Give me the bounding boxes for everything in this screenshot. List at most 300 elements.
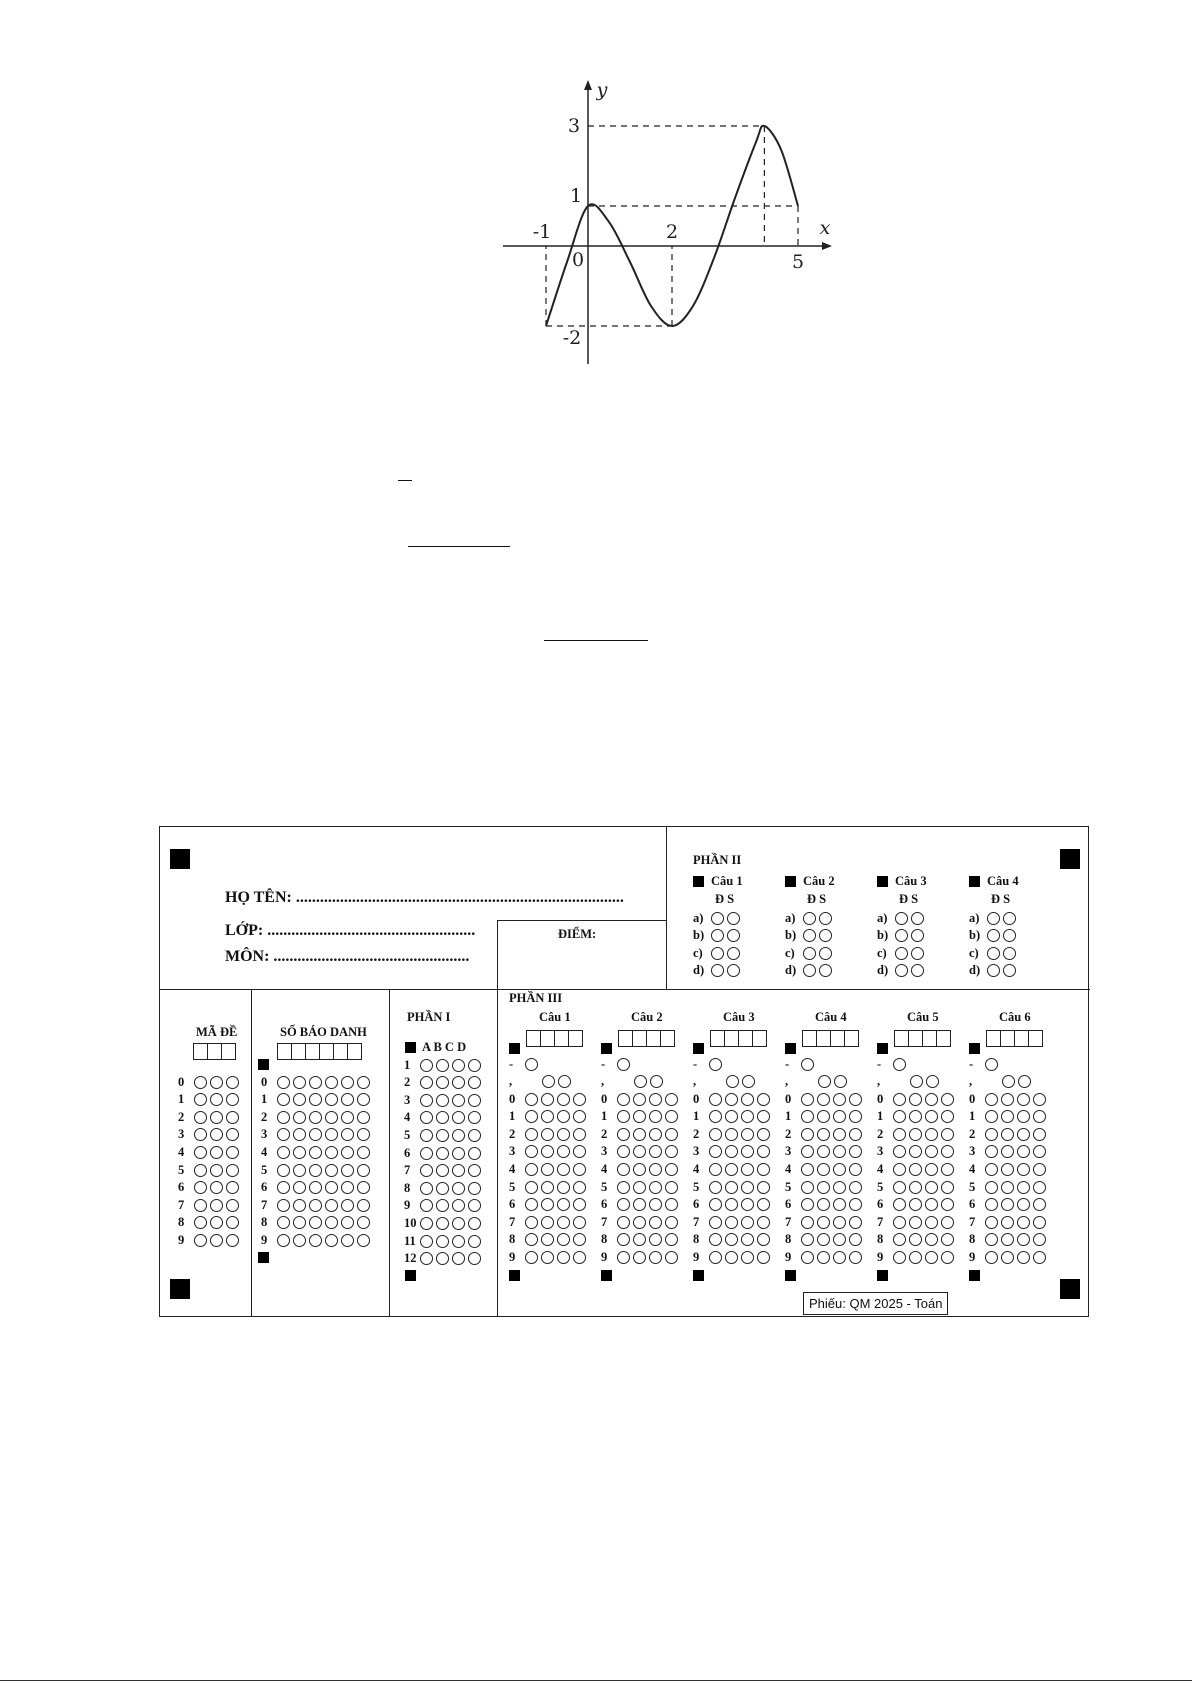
- answer-bubble[interactable]: [909, 1181, 922, 1194]
- answer-bubble[interactable]: [649, 1145, 662, 1158]
- answer-bubble[interactable]: [1017, 1251, 1030, 1264]
- answer-bubble[interactable]: [665, 1128, 678, 1141]
- digit-box[interactable]: [291, 1043, 306, 1060]
- digit-box[interactable]: [738, 1030, 753, 1047]
- answer-bubble[interactable]: [909, 1251, 922, 1264]
- answer-bubble[interactable]: [420, 1129, 433, 1142]
- answer-bubble[interactable]: [895, 912, 908, 925]
- ma-de-boxes[interactable]: [193, 1043, 235, 1060]
- answer-bubble[interactable]: [309, 1093, 322, 1106]
- name-field[interactable]: HỌ TÊN: ..................................................................................: [225, 889, 624, 906]
- answer-bubble[interactable]: [226, 1076, 239, 1089]
- answer-bubble[interactable]: [925, 1110, 938, 1123]
- answer-bubble[interactable]: [194, 1199, 207, 1212]
- answer-bubble[interactable]: [803, 912, 816, 925]
- answer-bubble[interactable]: [633, 1181, 646, 1194]
- answer-bubble[interactable]: [665, 1233, 678, 1246]
- answer-bubble[interactable]: [573, 1233, 586, 1246]
- answer-bubble[interactable]: [801, 1128, 814, 1141]
- answer-bubble[interactable]: [925, 1251, 938, 1264]
- answer-bubble[interactable]: [665, 1198, 678, 1211]
- answer-bubble[interactable]: [893, 1110, 906, 1123]
- answer-bubble[interactable]: [849, 1093, 862, 1106]
- answer-bubble[interactable]: [941, 1181, 954, 1194]
- answer-bubble[interactable]: [1001, 1233, 1014, 1246]
- answer-bubble[interactable]: [293, 1146, 306, 1159]
- answer-bubble[interactable]: [194, 1093, 207, 1106]
- answer-bubble[interactable]: [817, 1216, 830, 1229]
- answer-bubble[interactable]: [893, 1058, 906, 1071]
- answer-bubble[interactable]: [468, 1182, 481, 1195]
- part3-answer-boxes[interactable]: [894, 1030, 950, 1047]
- digit-box[interactable]: [333, 1043, 348, 1060]
- answer-bubble[interactable]: [741, 1110, 754, 1123]
- answer-bubble[interactable]: [741, 1145, 754, 1158]
- answer-bubble[interactable]: [757, 1181, 770, 1194]
- answer-bubble[interactable]: [573, 1093, 586, 1106]
- answer-bubble[interactable]: [893, 1128, 906, 1141]
- answer-bubble[interactable]: [541, 1163, 554, 1176]
- answer-bubble[interactable]: [617, 1058, 630, 1071]
- answer-bubble[interactable]: [194, 1128, 207, 1141]
- answer-bubble[interactable]: [926, 1075, 939, 1088]
- answer-bubble[interactable]: [1018, 1075, 1031, 1088]
- answer-bubble[interactable]: [309, 1199, 322, 1212]
- digit-box[interactable]: [936, 1030, 951, 1047]
- answer-bubble[interactable]: [525, 1110, 538, 1123]
- part3-answer-boxes[interactable]: [618, 1030, 674, 1047]
- answer-bubble[interactable]: [420, 1252, 433, 1265]
- answer-bubble[interactable]: [541, 1181, 554, 1194]
- answer-bubble[interactable]: [833, 1233, 846, 1246]
- answer-bubble[interactable]: [357, 1164, 370, 1177]
- answer-bubble[interactable]: [665, 1163, 678, 1176]
- answer-bubble[interactable]: [665, 1093, 678, 1106]
- digit-box[interactable]: [207, 1043, 222, 1060]
- answer-bubble[interactable]: [893, 1181, 906, 1194]
- answer-bubble[interactable]: [895, 964, 908, 977]
- digit-box[interactable]: [1014, 1030, 1029, 1047]
- answer-bubble[interactable]: [649, 1198, 662, 1211]
- answer-bubble[interactable]: [468, 1111, 481, 1124]
- answer-bubble[interactable]: [436, 1252, 449, 1265]
- answer-bubble[interactable]: [893, 1093, 906, 1106]
- answer-bubble[interactable]: [725, 1251, 738, 1264]
- answer-bubble[interactable]: [468, 1199, 481, 1212]
- answer-bubble[interactable]: [925, 1145, 938, 1158]
- answer-bubble[interactable]: [194, 1111, 207, 1124]
- answer-bubble[interactable]: [573, 1145, 586, 1158]
- answer-bubble[interactable]: [420, 1076, 433, 1089]
- answer-bubble[interactable]: [293, 1181, 306, 1194]
- answer-bubble[interactable]: [277, 1146, 290, 1159]
- answer-bubble[interactable]: [436, 1199, 449, 1212]
- answer-bubble[interactable]: [1033, 1181, 1046, 1194]
- answer-bubble[interactable]: [833, 1251, 846, 1264]
- digit-box[interactable]: [710, 1030, 725, 1047]
- answer-bubble[interactable]: [709, 1181, 722, 1194]
- answer-bubble[interactable]: [649, 1216, 662, 1229]
- answer-bubble[interactable]: [911, 912, 924, 925]
- answer-bubble[interactable]: [725, 1233, 738, 1246]
- answer-bubble[interactable]: [709, 1058, 722, 1071]
- answer-bubble[interactable]: [725, 1163, 738, 1176]
- answer-bubble[interactable]: [468, 1147, 481, 1160]
- answer-bubble[interactable]: [909, 1128, 922, 1141]
- answer-bubble[interactable]: [893, 1163, 906, 1176]
- part3-answer-boxes[interactable]: [802, 1030, 858, 1047]
- answer-bubble[interactable]: [210, 1111, 223, 1124]
- answer-bubble[interactable]: [309, 1181, 322, 1194]
- answer-bubble[interactable]: [357, 1216, 370, 1229]
- answer-bubble[interactable]: [293, 1128, 306, 1141]
- answer-bubble[interactable]: [226, 1234, 239, 1247]
- answer-bubble[interactable]: [525, 1163, 538, 1176]
- answer-bubble[interactable]: [293, 1093, 306, 1106]
- answer-bubble[interactable]: [1017, 1163, 1030, 1176]
- answer-bubble[interactable]: [541, 1198, 554, 1211]
- answer-bubble[interactable]: [341, 1234, 354, 1247]
- answer-bubble[interactable]: [541, 1093, 554, 1106]
- answer-bubble[interactable]: [649, 1128, 662, 1141]
- sbd-boxes[interactable]: [277, 1043, 361, 1060]
- answer-bubble[interactable]: [633, 1093, 646, 1106]
- answer-bubble[interactable]: [420, 1199, 433, 1212]
- answer-bubble[interactable]: [893, 1233, 906, 1246]
- answer-bubble[interactable]: [803, 947, 816, 960]
- answer-bubble[interactable]: [420, 1217, 433, 1230]
- answer-bubble[interactable]: [893, 1198, 906, 1211]
- answer-bubble[interactable]: [573, 1216, 586, 1229]
- answer-bubble[interactable]: [665, 1110, 678, 1123]
- answer-bubble[interactable]: [909, 1216, 922, 1229]
- answer-bubble[interactable]: [468, 1235, 481, 1248]
- answer-bubble[interactable]: [357, 1234, 370, 1247]
- digit-box[interactable]: [193, 1043, 208, 1060]
- answer-bubble[interactable]: [573, 1110, 586, 1123]
- answer-bubble[interactable]: [617, 1145, 630, 1158]
- answer-bubble[interactable]: [893, 1145, 906, 1158]
- answer-bubble[interactable]: [725, 1198, 738, 1211]
- answer-bubble[interactable]: [817, 1145, 830, 1158]
- answer-bubble[interactable]: [801, 1181, 814, 1194]
- answer-bubble[interactable]: [849, 1128, 862, 1141]
- answer-bubble[interactable]: [925, 1163, 938, 1176]
- answer-bubble[interactable]: [557, 1110, 570, 1123]
- answer-bubble[interactable]: [226, 1164, 239, 1177]
- answer-bubble[interactable]: [1033, 1251, 1046, 1264]
- answer-bubble[interactable]: [987, 947, 1000, 960]
- answer-bubble[interactable]: [210, 1164, 223, 1177]
- answer-bubble[interactable]: [436, 1059, 449, 1072]
- answer-bubble[interactable]: [293, 1111, 306, 1124]
- answer-bubble[interactable]: [709, 1198, 722, 1211]
- answer-bubble[interactable]: [633, 1251, 646, 1264]
- digit-box[interactable]: [802, 1030, 817, 1047]
- answer-bubble[interactable]: [649, 1110, 662, 1123]
- answer-bubble[interactable]: [665, 1251, 678, 1264]
- answer-bubble[interactable]: [709, 1128, 722, 1141]
- answer-bubble[interactable]: [1017, 1233, 1030, 1246]
- answer-bubble[interactable]: [833, 1181, 846, 1194]
- answer-bubble[interactable]: [468, 1252, 481, 1265]
- answer-bubble[interactable]: [277, 1128, 290, 1141]
- answer-bubble[interactable]: [557, 1181, 570, 1194]
- answer-bubble[interactable]: [309, 1216, 322, 1229]
- answer-bubble[interactable]: [309, 1164, 322, 1177]
- answer-bubble[interactable]: [757, 1093, 770, 1106]
- answer-bubble[interactable]: [925, 1093, 938, 1106]
- answer-bubble[interactable]: [210, 1146, 223, 1159]
- digit-box[interactable]: [347, 1043, 362, 1060]
- answer-bubble[interactable]: [819, 947, 832, 960]
- answer-bubble[interactable]: [452, 1217, 465, 1230]
- answer-bubble[interactable]: [541, 1145, 554, 1158]
- answer-bubble[interactable]: [452, 1182, 465, 1195]
- answer-bubble[interactable]: [525, 1145, 538, 1158]
- answer-bubble[interactable]: [633, 1128, 646, 1141]
- answer-bubble[interactable]: [357, 1146, 370, 1159]
- answer-bubble[interactable]: [817, 1251, 830, 1264]
- answer-bubble[interactable]: [817, 1181, 830, 1194]
- answer-bubble[interactable]: [341, 1093, 354, 1106]
- answer-bubble[interactable]: [941, 1093, 954, 1106]
- answer-bubble[interactable]: [525, 1198, 538, 1211]
- answer-bubble[interactable]: [727, 964, 740, 977]
- answer-bubble[interactable]: [226, 1216, 239, 1229]
- answer-bubble[interactable]: [741, 1251, 754, 1264]
- answer-bubble[interactable]: [420, 1111, 433, 1124]
- answer-bubble[interactable]: [210, 1234, 223, 1247]
- digit-box[interactable]: [1000, 1030, 1015, 1047]
- subject-field[interactable]: MÔN: .................................................: [225, 948, 470, 965]
- answer-bubble[interactable]: [1017, 1216, 1030, 1229]
- answer-bubble[interactable]: [293, 1164, 306, 1177]
- answer-bubble[interactable]: [909, 1145, 922, 1158]
- answer-bubble[interactable]: [557, 1093, 570, 1106]
- answer-bubble[interactable]: [801, 1216, 814, 1229]
- answer-bubble[interactable]: [709, 1233, 722, 1246]
- answer-bubble[interactable]: [711, 929, 724, 942]
- answer-bubble[interactable]: [557, 1233, 570, 1246]
- answer-bubble[interactable]: [725, 1145, 738, 1158]
- answer-bubble[interactable]: [711, 964, 724, 977]
- answer-bubble[interactable]: [649, 1251, 662, 1264]
- answer-bubble[interactable]: [895, 929, 908, 942]
- answer-bubble[interactable]: [925, 1128, 938, 1141]
- answer-bubble[interactable]: [817, 1128, 830, 1141]
- answer-bubble[interactable]: [1033, 1233, 1046, 1246]
- answer-bubble[interactable]: [909, 1093, 922, 1106]
- answer-bubble[interactable]: [194, 1146, 207, 1159]
- answer-bubble[interactable]: [725, 1216, 738, 1229]
- answer-bubble[interactable]: [757, 1251, 770, 1264]
- answer-bubble[interactable]: [650, 1075, 663, 1088]
- answer-bubble[interactable]: [1001, 1110, 1014, 1123]
- answer-bubble[interactable]: [849, 1198, 862, 1211]
- answer-bubble[interactable]: [436, 1235, 449, 1248]
- answer-bubble[interactable]: [1033, 1110, 1046, 1123]
- answer-bubble[interactable]: [819, 929, 832, 942]
- answer-bubble[interactable]: [357, 1111, 370, 1124]
- answer-bubble[interactable]: [725, 1181, 738, 1194]
- answer-bubble[interactable]: [801, 1163, 814, 1176]
- answer-bubble[interactable]: [436, 1147, 449, 1160]
- answer-bubble[interactable]: [277, 1093, 290, 1106]
- answer-bubble[interactable]: [309, 1076, 322, 1089]
- answer-bubble[interactable]: [817, 1198, 830, 1211]
- answer-bubble[interactable]: [558, 1075, 571, 1088]
- answer-bubble[interactable]: [277, 1076, 290, 1089]
- answer-bubble[interactable]: [420, 1059, 433, 1072]
- answer-bubble[interactable]: [210, 1093, 223, 1106]
- answer-bubble[interactable]: [452, 1129, 465, 1142]
- answer-bubble[interactable]: [1003, 929, 1016, 942]
- answer-bubble[interactable]: [325, 1128, 338, 1141]
- answer-bubble[interactable]: [987, 912, 1000, 925]
- answer-bubble[interactable]: [357, 1076, 370, 1089]
- answer-bubble[interactable]: [757, 1163, 770, 1176]
- answer-bubble[interactable]: [665, 1145, 678, 1158]
- answer-bubble[interactable]: [194, 1181, 207, 1194]
- digit-box[interactable]: [526, 1030, 541, 1047]
- answer-bubble[interactable]: [452, 1076, 465, 1089]
- answer-bubble[interactable]: [573, 1251, 586, 1264]
- answer-bubble[interactable]: [909, 1163, 922, 1176]
- digit-box[interactable]: [830, 1030, 845, 1047]
- answer-bubble[interactable]: [727, 912, 740, 925]
- answer-bubble[interactable]: [277, 1164, 290, 1177]
- answer-bubble[interactable]: [293, 1234, 306, 1247]
- answer-bubble[interactable]: [709, 1110, 722, 1123]
- answer-bubble[interactable]: [817, 1163, 830, 1176]
- answer-bubble[interactable]: [1001, 1093, 1014, 1106]
- digit-box[interactable]: [660, 1030, 675, 1047]
- answer-bubble[interactable]: [941, 1110, 954, 1123]
- answer-bubble[interactable]: [803, 964, 816, 977]
- answer-bubble[interactable]: [633, 1145, 646, 1158]
- answer-bubble[interactable]: [420, 1235, 433, 1248]
- answer-bubble[interactable]: [452, 1235, 465, 1248]
- answer-bubble[interactable]: [468, 1094, 481, 1107]
- answer-bubble[interactable]: [557, 1198, 570, 1211]
- answer-bubble[interactable]: [341, 1128, 354, 1141]
- answer-bubble[interactable]: [849, 1110, 862, 1123]
- answer-bubble[interactable]: [985, 1181, 998, 1194]
- digit-box[interactable]: [646, 1030, 661, 1047]
- answer-bubble[interactable]: [709, 1216, 722, 1229]
- answer-bubble[interactable]: [893, 1251, 906, 1264]
- answer-bubble[interactable]: [1017, 1181, 1030, 1194]
- answer-bubble[interactable]: [357, 1128, 370, 1141]
- digit-box[interactable]: [922, 1030, 937, 1047]
- answer-bubble[interactable]: [909, 1198, 922, 1211]
- answer-bubble[interactable]: [803, 929, 816, 942]
- answer-bubble[interactable]: [985, 1198, 998, 1211]
- answer-bubble[interactable]: [1003, 964, 1016, 977]
- answer-bubble[interactable]: [617, 1251, 630, 1264]
- answer-bubble[interactable]: [634, 1075, 647, 1088]
- answer-bubble[interactable]: [817, 1233, 830, 1246]
- answer-bubble[interactable]: [849, 1233, 862, 1246]
- answer-bubble[interactable]: [1001, 1251, 1014, 1264]
- answer-bubble[interactable]: [711, 912, 724, 925]
- answer-bubble[interactable]: [525, 1216, 538, 1229]
- answer-bubble[interactable]: [436, 1164, 449, 1177]
- answer-bubble[interactable]: [1033, 1216, 1046, 1229]
- answer-bubble[interactable]: [194, 1076, 207, 1089]
- answer-bubble[interactable]: [1033, 1163, 1046, 1176]
- digit-box[interactable]: [632, 1030, 647, 1047]
- answer-bubble[interactable]: [436, 1129, 449, 1142]
- answer-bubble[interactable]: [925, 1181, 938, 1194]
- answer-bubble[interactable]: [849, 1163, 862, 1176]
- answer-bubble[interactable]: [941, 1216, 954, 1229]
- answer-bubble[interactable]: [833, 1093, 846, 1106]
- answer-bubble[interactable]: [985, 1128, 998, 1141]
- part3-answer-boxes[interactable]: [526, 1030, 582, 1047]
- part3-answer-boxes[interactable]: [986, 1030, 1042, 1047]
- answer-bubble[interactable]: [325, 1216, 338, 1229]
- answer-bubble[interactable]: [420, 1147, 433, 1160]
- answer-bubble[interactable]: [277, 1111, 290, 1124]
- answer-bubble[interactable]: [194, 1216, 207, 1229]
- answer-bubble[interactable]: [341, 1199, 354, 1212]
- answer-bubble[interactable]: [941, 1198, 954, 1211]
- answer-bubble[interactable]: [742, 1075, 755, 1088]
- digit-box[interactable]: [724, 1030, 739, 1047]
- answer-bubble[interactable]: [801, 1233, 814, 1246]
- answer-bubble[interactable]: [941, 1163, 954, 1176]
- answer-bubble[interactable]: [741, 1181, 754, 1194]
- answer-bubble[interactable]: [468, 1076, 481, 1089]
- answer-bubble[interactable]: [757, 1198, 770, 1211]
- answer-bubble[interactable]: [1033, 1093, 1046, 1106]
- answer-bubble[interactable]: [801, 1110, 814, 1123]
- answer-bubble[interactable]: [210, 1128, 223, 1141]
- digit-box[interactable]: [305, 1043, 320, 1060]
- answer-bubble[interactable]: [1001, 1128, 1014, 1141]
- answer-bubble[interactable]: [210, 1199, 223, 1212]
- answer-bubble[interactable]: [541, 1233, 554, 1246]
- answer-bubble[interactable]: [341, 1164, 354, 1177]
- digit-box[interactable]: [221, 1043, 236, 1060]
- answer-bubble[interactable]: [849, 1145, 862, 1158]
- answer-bubble[interactable]: [525, 1093, 538, 1106]
- answer-bubble[interactable]: [709, 1145, 722, 1158]
- answer-bubble[interactable]: [985, 1233, 998, 1246]
- digit-box[interactable]: [568, 1030, 583, 1047]
- answer-bubble[interactable]: [557, 1216, 570, 1229]
- answer-bubble[interactable]: [726, 1075, 739, 1088]
- answer-bubble[interactable]: [325, 1181, 338, 1194]
- answer-bubble[interactable]: [633, 1163, 646, 1176]
- answer-bubble[interactable]: [1017, 1145, 1030, 1158]
- answer-bubble[interactable]: [420, 1164, 433, 1177]
- answer-bubble[interactable]: [833, 1145, 846, 1158]
- answer-bubble[interactable]: [1017, 1198, 1030, 1211]
- answer-bubble[interactable]: [226, 1128, 239, 1141]
- answer-bubble[interactable]: [665, 1181, 678, 1194]
- digit-box[interactable]: [986, 1030, 1001, 1047]
- answer-bubble[interactable]: [1017, 1128, 1030, 1141]
- answer-bubble[interactable]: [226, 1146, 239, 1159]
- answer-bubble[interactable]: [985, 1058, 998, 1071]
- answer-bubble[interactable]: [210, 1181, 223, 1194]
- answer-bubble[interactable]: [849, 1216, 862, 1229]
- answer-bubble[interactable]: [573, 1181, 586, 1194]
- answer-bubble[interactable]: [309, 1234, 322, 1247]
